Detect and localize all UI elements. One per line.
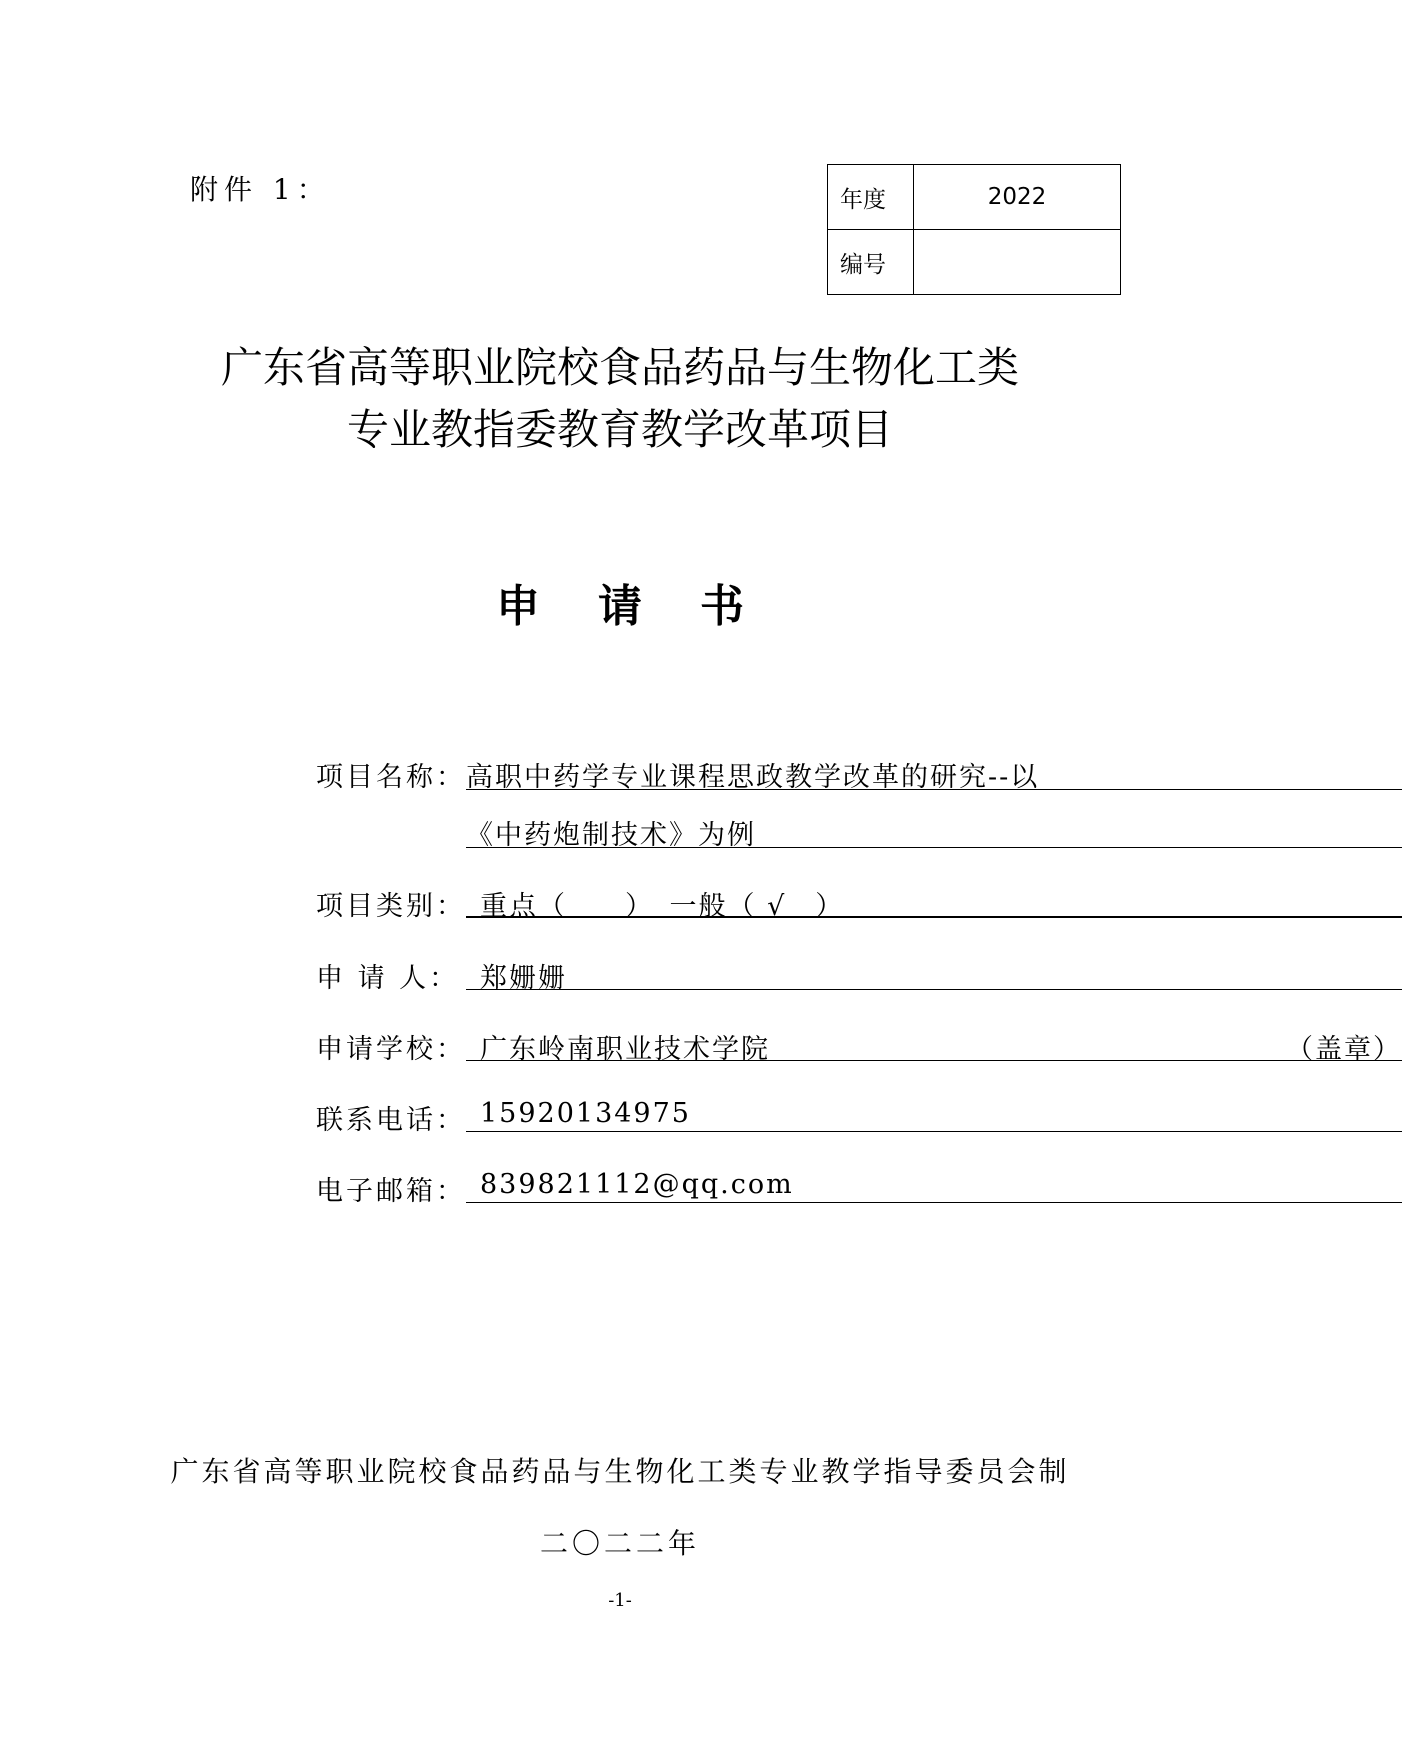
school-label: 申请学校： bbox=[316, 1034, 466, 1065]
attachment-label: 附件 1： bbox=[190, 173, 331, 206]
project-name-label: 项目名称： bbox=[316, 762, 466, 793]
footer-year: 二〇二二年 bbox=[539, 1527, 700, 1560]
project-name-value-2: 《中药炮制技术》为例 bbox=[466, 820, 756, 851]
year-value: 2022 bbox=[914, 165, 1121, 230]
school-value: 广东岭南职业技术学院 bbox=[480, 1034, 770, 1065]
number-label: 编号 bbox=[828, 230, 914, 295]
email-value: 839821112@qq.com bbox=[480, 1169, 794, 1200]
phone-label: 联系电话： bbox=[316, 1105, 466, 1136]
number-value bbox=[914, 230, 1121, 295]
category-value: 重点（ ） 一般（ √ ） bbox=[480, 891, 845, 922]
footer-organization: 广东省高等职业院校食品药品与生物化工类专业教学指导委员会制 bbox=[170, 1455, 1070, 1488]
page-number: -1- bbox=[608, 1590, 632, 1611]
document-type-heading: 申请书 bbox=[496, 581, 802, 632]
applicant-value: 郑姗姗 bbox=[480, 963, 567, 994]
school-seal-note: （盖章） bbox=[1286, 1034, 1402, 1065]
school-line bbox=[466, 1027, 1402, 1065]
applicant-line bbox=[466, 956, 1402, 994]
year-number-table bbox=[827, 164, 1121, 295]
email-line bbox=[466, 1169, 1402, 1203]
project-name-value-1: 高职中药学专业课程思政教学改革的研究--以 bbox=[466, 762, 1040, 793]
title-line-2: 专业教指委教育教学改革项目 bbox=[346, 405, 893, 454]
category-label: 项目类别： bbox=[316, 891, 466, 922]
applicant-label: 申 请 人： bbox=[316, 963, 460, 994]
project-name-line-2 bbox=[466, 813, 1402, 851]
title-line-1: 广东省高等职业院校食品药品与生物化工类 bbox=[220, 343, 1019, 392]
project-name-line-1 bbox=[466, 755, 1402, 793]
email-label: 电子邮箱： bbox=[316, 1176, 466, 1207]
phone-line bbox=[466, 1098, 1402, 1132]
phone-value: 15920134975 bbox=[480, 1098, 691, 1129]
year-label: 年度 bbox=[828, 165, 914, 230]
category-line bbox=[466, 884, 1402, 922]
